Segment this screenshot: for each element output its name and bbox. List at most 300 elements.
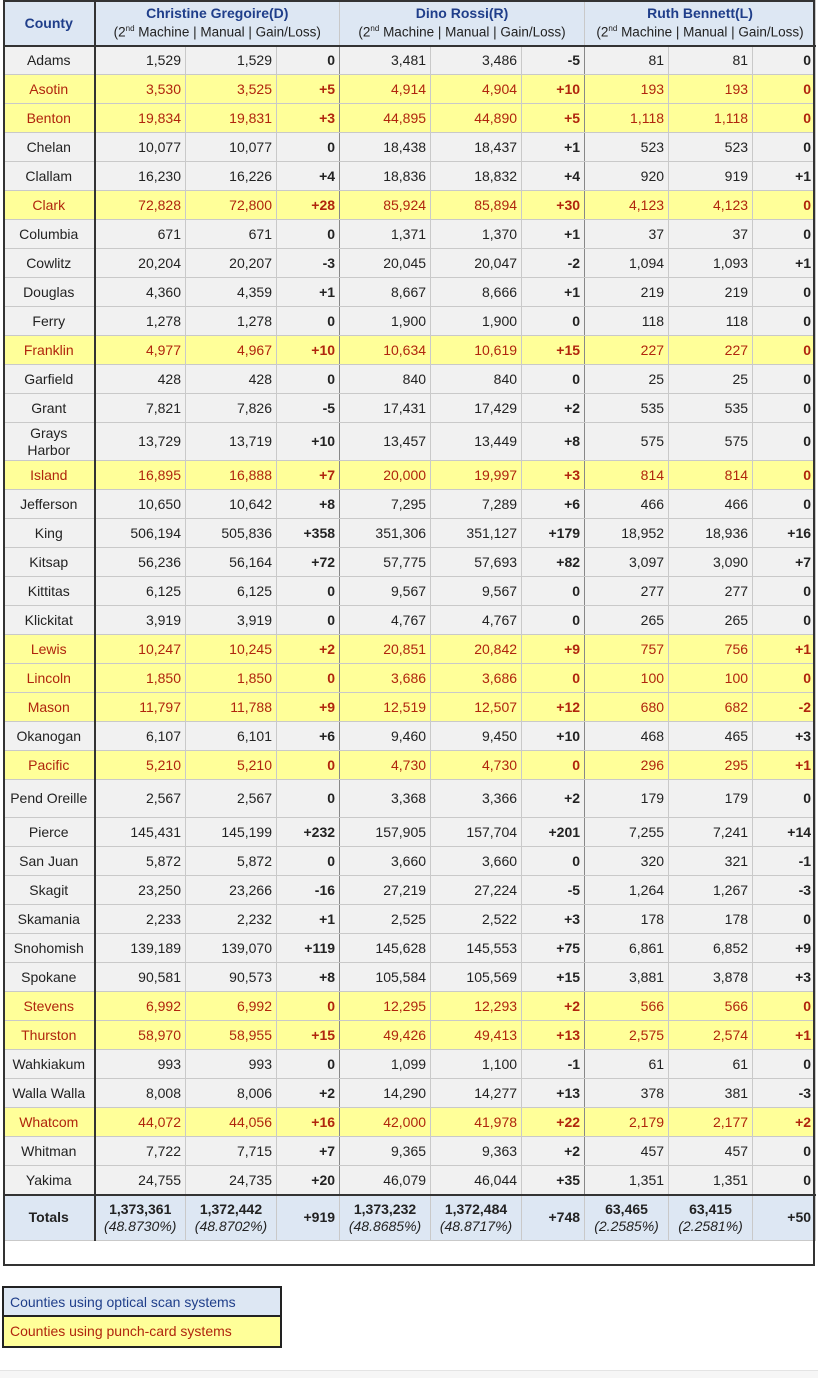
table-row: [4, 751, 816, 780]
gregoire-gain-cell: +9: [277, 693, 340, 722]
bennett-machine-cell: 4,123: [585, 191, 669, 220]
gregoire-gain-cell: 0: [277, 577, 340, 606]
gregoire-manual-cell: 72,800: [186, 191, 277, 220]
gregoire-manual-cell: 505,836: [186, 519, 277, 548]
bennett-machine-cell: 320: [585, 847, 669, 876]
gregoire-manual-cell: 90,573: [186, 963, 277, 992]
county-name: Skamania: [4, 905, 95, 934]
gregoire-manual-cell: 7,826: [186, 394, 277, 423]
bennett-machine-total: 63,465 (2.2585%): [585, 1195, 669, 1241]
bennett-manual-cell: 814: [669, 461, 753, 490]
gregoire-gain-cell: +5: [277, 75, 340, 104]
rossi-gain-cell: +12: [522, 693, 585, 722]
rossi-gain-cell: +2: [522, 1137, 585, 1166]
table-row: [4, 307, 816, 336]
bennett-gain-cell: 0: [753, 365, 816, 394]
gregoire-gain-cell: +8: [277, 490, 340, 519]
gregoire-manual-cell: 16,226: [186, 162, 277, 191]
column-subheader: (2nd Machine | Manual | Gain/Loss): [596, 24, 804, 40]
rossi-machine-cell: 3,368: [340, 780, 431, 818]
rossi-manual-cell: 4,904: [431, 75, 522, 104]
rossi-gain-cell: +1: [522, 133, 585, 162]
bennett-manual-cell: 465: [669, 722, 753, 751]
rossi-machine-cell: 10,634: [340, 336, 431, 365]
header-row: [4, 1, 816, 46]
gregoire-machine-cell: 1,529: [95, 46, 186, 75]
gregoire-machine-cell: 44,072: [95, 1108, 186, 1137]
gregoire-gain-cell: 0: [277, 46, 340, 75]
gregoire-gain-cell: 0: [277, 606, 340, 635]
rossi-gain-cell: 0: [522, 606, 585, 635]
table-row: [4, 577, 816, 606]
bennett-machine-cell: 193: [585, 75, 669, 104]
gregoire-gain-cell: 0: [277, 307, 340, 336]
bennett-manual-cell: 682: [669, 693, 753, 722]
rossi-machine-cell: 1,900: [340, 307, 431, 336]
rossi-machine-cell: 14,290: [340, 1079, 431, 1108]
bennett-machine-cell: 227: [585, 336, 669, 365]
gregoire-machine-cell: 6,992: [95, 992, 186, 1021]
gregoire-gain-cell: +6: [277, 722, 340, 751]
bennett-gain-cell: -3: [753, 1079, 816, 1108]
bennett-manual-cell: 2,177: [669, 1108, 753, 1137]
bennett-machine-cell: 680: [585, 693, 669, 722]
gregoire-gain-cell: +10: [277, 336, 340, 365]
rossi-gain-cell: 0: [522, 577, 585, 606]
gregoire-gain-cell: +2: [277, 1079, 340, 1108]
rossi-manual-cell: 57,693: [431, 548, 522, 577]
table-row: [4, 722, 816, 751]
bennett-manual-cell: 523: [669, 133, 753, 162]
candidate-header-bennett: [585, 1, 816, 46]
rossi-machine-cell: 4,767: [340, 606, 431, 635]
gregoire-manual-cell: 3,919: [186, 606, 277, 635]
gregoire-manual-cell: 671: [186, 220, 277, 249]
table-row: [4, 278, 816, 307]
gregoire-machine-cell: 5,872: [95, 847, 186, 876]
bennett-manual-cell: 2,574: [669, 1021, 753, 1050]
county-name: Mason: [4, 693, 95, 722]
rossi-manual-cell: 44,890: [431, 104, 522, 133]
rossi-manual-cell: 1,100: [431, 1050, 522, 1079]
table-row: [4, 635, 816, 664]
bennett-machine-cell: 2,179: [585, 1108, 669, 1137]
gregoire-manual-cell: 7,715: [186, 1137, 277, 1166]
rossi-manual-cell: 1,900: [431, 307, 522, 336]
bennett-gain-cell: 0: [753, 461, 816, 490]
rossi-machine-cell: 4,730: [340, 751, 431, 780]
gregoire-machine-cell: 506,194: [95, 519, 186, 548]
table-row: [4, 693, 816, 722]
bennett-gain-cell: 0: [753, 1166, 816, 1195]
bennett-gain-cell: 0: [753, 577, 816, 606]
bennett-machine-cell: 468: [585, 722, 669, 751]
gregoire-gain-cell: 0: [277, 664, 340, 693]
gregoire-machine-cell: 671: [95, 220, 186, 249]
rossi-manual-cell: 9,567: [431, 577, 522, 606]
county-name: Pacific: [4, 751, 95, 780]
rossi-machine-cell: 20,851: [340, 635, 431, 664]
column-subheader: (2nd Machine | Manual | Gain/Loss): [358, 24, 566, 40]
table-row: [4, 249, 816, 278]
county-name: Spokane: [4, 963, 95, 992]
rossi-gain-cell: +2: [522, 394, 585, 423]
county-name: San Juan: [4, 847, 95, 876]
gregoire-machine-cell: 1,278: [95, 307, 186, 336]
county-name: Adams: [4, 46, 95, 75]
county-name: Douglas: [4, 278, 95, 307]
legend-punch-card: Counties using punch-card systems: [4, 1317, 280, 1346]
rossi-manual-cell: 3,366: [431, 780, 522, 818]
table-row: [4, 1137, 816, 1166]
rossi-gain-cell: +3: [522, 905, 585, 934]
rossi-gain-cell: +30: [522, 191, 585, 220]
gregoire-machine-cell: 4,977: [95, 336, 186, 365]
county-name: Benton: [4, 104, 95, 133]
gregoire-machine-cell: 2,567: [95, 780, 186, 818]
gregoire-gain-cell: -5: [277, 394, 340, 423]
rossi-manual-cell: 3,660: [431, 847, 522, 876]
rossi-machine-cell: 42,000: [340, 1108, 431, 1137]
totals-row: [4, 1195, 816, 1241]
bennett-gain-cell: 0: [753, 490, 816, 519]
bennett-manual-cell: 466: [669, 490, 753, 519]
gregoire-gain-cell: +7: [277, 461, 340, 490]
gregoire-manual-cell: 1,529: [186, 46, 277, 75]
rossi-gain-cell: +6: [522, 490, 585, 519]
gregoire-machine-cell: 16,230: [95, 162, 186, 191]
gregoire-manual-cell: 23,266: [186, 876, 277, 905]
gregoire-machine-cell: 6,107: [95, 722, 186, 751]
gregoire-gain-cell: 0: [277, 751, 340, 780]
gregoire-gain-cell: +28: [277, 191, 340, 220]
bennett-gain-cell: 0: [753, 191, 816, 220]
rossi-gain-cell: 0: [522, 847, 585, 876]
county-name: Walla Walla: [4, 1079, 95, 1108]
gregoire-machine-cell: 13,729: [95, 423, 186, 461]
rossi-machine-cell: 2,525: [340, 905, 431, 934]
rossi-machine-cell: 351,306: [340, 519, 431, 548]
bennett-gain-cell: 0: [753, 1050, 816, 1079]
bennett-gain-cell: +14: [753, 818, 816, 847]
bennett-gain-cell: 0: [753, 104, 816, 133]
rossi-gain-cell: +179: [522, 519, 585, 548]
bennett-gain-cell: -2: [753, 693, 816, 722]
bennett-machine-cell: 1,094: [585, 249, 669, 278]
county-column-header: County: [4, 1, 95, 46]
table-row: [4, 1050, 816, 1079]
rossi-manual-cell: 8,666: [431, 278, 522, 307]
rossi-machine-cell: 46,079: [340, 1166, 431, 1195]
bennett-machine-cell: 1,264: [585, 876, 669, 905]
bennett-gain-cell: +1: [753, 1021, 816, 1050]
rossi-gain-cell: +1: [522, 278, 585, 307]
table-row: [4, 1021, 816, 1050]
rossi-gain-cell: +13: [522, 1021, 585, 1050]
rossi-manual-cell: 145,553: [431, 934, 522, 963]
bennett-manual-cell: 575: [669, 423, 753, 461]
bennett-gain-cell: 0: [753, 780, 816, 818]
bennett-manual-cell: 535: [669, 394, 753, 423]
gregoire-manual-cell: 20,207: [186, 249, 277, 278]
table-row: [4, 1166, 816, 1195]
gregoire-machine-cell: 7,821: [95, 394, 186, 423]
bennett-gain-cell: 0: [753, 307, 816, 336]
rossi-manual-cell: 19,997: [431, 461, 522, 490]
gregoire-manual-cell: 3,525: [186, 75, 277, 104]
bennett-manual-cell: 1,351: [669, 1166, 753, 1195]
bennett-manual-cell: 219: [669, 278, 753, 307]
table-row: [4, 780, 816, 818]
table-row: [4, 519, 816, 548]
bennett-machine-cell: 277: [585, 577, 669, 606]
rossi-machine-cell: 9,365: [340, 1137, 431, 1166]
bennett-gain-cell: 0: [753, 220, 816, 249]
gregoire-manual-cell: 1,850: [186, 664, 277, 693]
bennett-gain-cell: +1: [753, 635, 816, 664]
county-name: Franklin: [4, 336, 95, 365]
gregoire-machine-cell: 11,797: [95, 693, 186, 722]
bennett-manual-cell: 178: [669, 905, 753, 934]
legend: [2, 1286, 282, 1348]
rossi-manual-cell: 3,486: [431, 46, 522, 75]
rossi-machine-cell: 1,099: [340, 1050, 431, 1079]
rossi-machine-cell: 17,431: [340, 394, 431, 423]
bennett-machine-cell: 378: [585, 1079, 669, 1108]
county-name: Pierce: [4, 818, 95, 847]
candidate-header-rossi: [340, 1, 585, 46]
bennett-machine-cell: 3,881: [585, 963, 669, 992]
rossi-manual-cell: 27,224: [431, 876, 522, 905]
table-row: [4, 664, 816, 693]
county-name: Jefferson: [4, 490, 95, 519]
gregoire-manual-cell: 44,056: [186, 1108, 277, 1137]
table-row: [4, 992, 816, 1021]
bennett-gain-cell: +1: [753, 249, 816, 278]
table-row: [4, 104, 816, 133]
rossi-gain-cell: +201: [522, 818, 585, 847]
gregoire-machine-cell: 5,210: [95, 751, 186, 780]
gregoire-manual-cell: 10,077: [186, 133, 277, 162]
bennett-gain-cell: 0: [753, 278, 816, 307]
bennett-machine-cell: 920: [585, 162, 669, 191]
bennett-manual-cell: 193: [669, 75, 753, 104]
rossi-machine-cell: 44,895: [340, 104, 431, 133]
bennett-gain-cell: 0: [753, 336, 816, 365]
table-row: [4, 133, 816, 162]
gregoire-machine-cell: 7,722: [95, 1137, 186, 1166]
rossi-manual-cell: 4,730: [431, 751, 522, 780]
gregoire-gain-cell: +3: [277, 104, 340, 133]
rossi-manual-cell: 41,978: [431, 1108, 522, 1137]
bennett-gain-cell: +3: [753, 722, 816, 751]
rossi-manual-cell: 1,370: [431, 220, 522, 249]
candidate-name: Christine Gregoire(D): [146, 5, 289, 21]
candidate-name: Dino Rossi(R): [415, 5, 509, 21]
rossi-manual-cell: 4,767: [431, 606, 522, 635]
rossi-gain-cell: +3: [522, 461, 585, 490]
county-name: Skagit: [4, 876, 95, 905]
rossi-machine-cell: 18,836: [340, 162, 431, 191]
gregoire-machine-cell: 20,204: [95, 249, 186, 278]
gregoire-gain-cell: +358: [277, 519, 340, 548]
gregoire-manual-cell: 24,735: [186, 1166, 277, 1195]
bennett-manual-cell: 6,852: [669, 934, 753, 963]
gregoire-machine-cell: 16,895: [95, 461, 186, 490]
table-row: [4, 934, 816, 963]
rossi-gain-cell: 0: [522, 751, 585, 780]
gregoire-gain-cell: +119: [277, 934, 340, 963]
gregoire-manual-cell: 139,070: [186, 934, 277, 963]
gregoire-machine-total: 1,373,361 (48.8730%): [95, 1195, 186, 1241]
table-row: [4, 1108, 816, 1137]
rossi-machine-cell: 20,045: [340, 249, 431, 278]
bennett-gain-cell: +9: [753, 934, 816, 963]
gregoire-manual-cell: 8,006: [186, 1079, 277, 1108]
bennett-machine-cell: 3,097: [585, 548, 669, 577]
gregoire-machine-cell: 428: [95, 365, 186, 394]
rossi-manual-cell: 157,704: [431, 818, 522, 847]
county-name: Grays Harbor: [4, 423, 95, 461]
table-row: [4, 818, 816, 847]
gregoire-gain-cell: 0: [277, 220, 340, 249]
rossi-manual-total: 1,372,484 (48.8717%): [431, 1195, 522, 1241]
bennett-manual-cell: 381: [669, 1079, 753, 1108]
bennett-gain-cell: 0: [753, 606, 816, 635]
rossi-gain-cell: +8: [522, 423, 585, 461]
rossi-gain-cell: +15: [522, 963, 585, 992]
bennett-manual-cell: 756: [669, 635, 753, 664]
rossi-machine-cell: 7,295: [340, 490, 431, 519]
rossi-gain-cell: 0: [522, 365, 585, 394]
gregoire-manual-cell: 5,210: [186, 751, 277, 780]
bennett-machine-cell: 1,118: [585, 104, 669, 133]
rossi-machine-cell: 12,519: [340, 693, 431, 722]
table-row: [4, 963, 816, 992]
bennett-manual-cell: 118: [669, 307, 753, 336]
gregoire-machine-cell: 3,919: [95, 606, 186, 635]
table-row: [4, 365, 816, 394]
bennett-machine-cell: 61: [585, 1050, 669, 1079]
gregoire-manual-total: 1,372,442 (48.8702%): [186, 1195, 277, 1241]
gregoire-machine-cell: 10,650: [95, 490, 186, 519]
county-name: Wahkiakum: [4, 1050, 95, 1079]
bennett-manual-cell: 18,936: [669, 519, 753, 548]
county-name: Ferry: [4, 307, 95, 336]
gregoire-gain-cell: +15: [277, 1021, 340, 1050]
table-row: [4, 461, 816, 490]
bennett-gain-cell: -3: [753, 876, 816, 905]
gregoire-gain-cell: +20: [277, 1166, 340, 1195]
gregoire-gain-cell: 0: [277, 780, 340, 818]
rossi-manual-cell: 46,044: [431, 1166, 522, 1195]
bennett-machine-cell: 296: [585, 751, 669, 780]
rossi-machine-cell: 3,686: [340, 664, 431, 693]
gregoire-manual-cell: 4,359: [186, 278, 277, 307]
gregoire-manual-cell: 10,642: [186, 490, 277, 519]
legend-optical-scan: Counties using optical scan systems: [4, 1288, 280, 1317]
county-name: Clark: [4, 191, 95, 220]
gregoire-gain-cell: 0: [277, 1050, 340, 1079]
county-name: Asotin: [4, 75, 95, 104]
gregoire-machine-cell: 3,530: [95, 75, 186, 104]
candidate-header-gregoire: [95, 1, 340, 46]
table-row: [4, 490, 816, 519]
table-row: [4, 423, 816, 461]
gregoire-gain-cell: +4: [277, 162, 340, 191]
rossi-machine-cell: 20,000: [340, 461, 431, 490]
county-name: King: [4, 519, 95, 548]
county-name: Island: [4, 461, 95, 490]
county-name: Kittitas: [4, 577, 95, 606]
county-name: Snohomish: [4, 934, 95, 963]
bennett-manual-cell: 25: [669, 365, 753, 394]
bennett-manual-cell: 321: [669, 847, 753, 876]
gregoire-machine-cell: 6,125: [95, 577, 186, 606]
rossi-gain-cell: -1: [522, 1050, 585, 1079]
gregoire-manual-cell: 6,125: [186, 577, 277, 606]
rossi-manual-cell: 18,437: [431, 133, 522, 162]
table-row: [4, 336, 816, 365]
gregoire-machine-cell: 23,250: [95, 876, 186, 905]
bennett-manual-cell: 277: [669, 577, 753, 606]
rossi-manual-cell: 10,619: [431, 336, 522, 365]
column-subheader: (2nd Machine | Manual | Gain/Loss): [113, 24, 321, 40]
rossi-gain-cell: +10: [522, 75, 585, 104]
rossi-gain-cell: 0: [522, 664, 585, 693]
gregoire-gain-cell: +2: [277, 635, 340, 664]
table-row: [4, 548, 816, 577]
bennett-machine-cell: 179: [585, 780, 669, 818]
bennett-gain-cell: 0: [753, 992, 816, 1021]
gregoire-manual-cell: 56,164: [186, 548, 277, 577]
bennett-manual-cell: 61: [669, 1050, 753, 1079]
county-name: Cowlitz: [4, 249, 95, 278]
bennett-gain-cell: -1: [753, 847, 816, 876]
rossi-gain-cell: 0: [522, 307, 585, 336]
gregoire-machine-cell: 10,077: [95, 133, 186, 162]
gregoire-manual-cell: 428: [186, 365, 277, 394]
bennett-machine-cell: 6,861: [585, 934, 669, 963]
rossi-gain-cell: +22: [522, 1108, 585, 1137]
rossi-manual-cell: 18,832: [431, 162, 522, 191]
rossi-manual-cell: 14,277: [431, 1079, 522, 1108]
rossi-gain-cell: -5: [522, 46, 585, 75]
bennett-gain-cell: 0: [753, 46, 816, 75]
gregoire-manual-cell: 19,831: [186, 104, 277, 133]
rossi-machine-cell: 145,628: [340, 934, 431, 963]
rossi-gain-cell: +1: [522, 220, 585, 249]
bennett-manual-cell: 81: [669, 46, 753, 75]
gregoire-gain-cell: 0: [277, 365, 340, 394]
bennett-manual-cell: 3,090: [669, 548, 753, 577]
table-row: [4, 905, 816, 934]
rossi-machine-cell: 85,924: [340, 191, 431, 220]
gregoire-gain-cell: +232: [277, 818, 340, 847]
bennett-machine-cell: 37: [585, 220, 669, 249]
gregoire-gain-cell: +7: [277, 1137, 340, 1166]
gregoire-gain-cell: 0: [277, 133, 340, 162]
rossi-machine-cell: 27,219: [340, 876, 431, 905]
gregoire-machine-cell: 56,236: [95, 548, 186, 577]
gregoire-manual-cell: 993: [186, 1050, 277, 1079]
bennett-machine-cell: 25: [585, 365, 669, 394]
gregoire-machine-cell: 90,581: [95, 963, 186, 992]
gregoire-machine-cell: 139,189: [95, 934, 186, 963]
bennett-manual-cell: 179: [669, 780, 753, 818]
bennett-manual-total: 63,415 (2.2581%): [669, 1195, 753, 1241]
gregoire-manual-cell: 58,955: [186, 1021, 277, 1050]
